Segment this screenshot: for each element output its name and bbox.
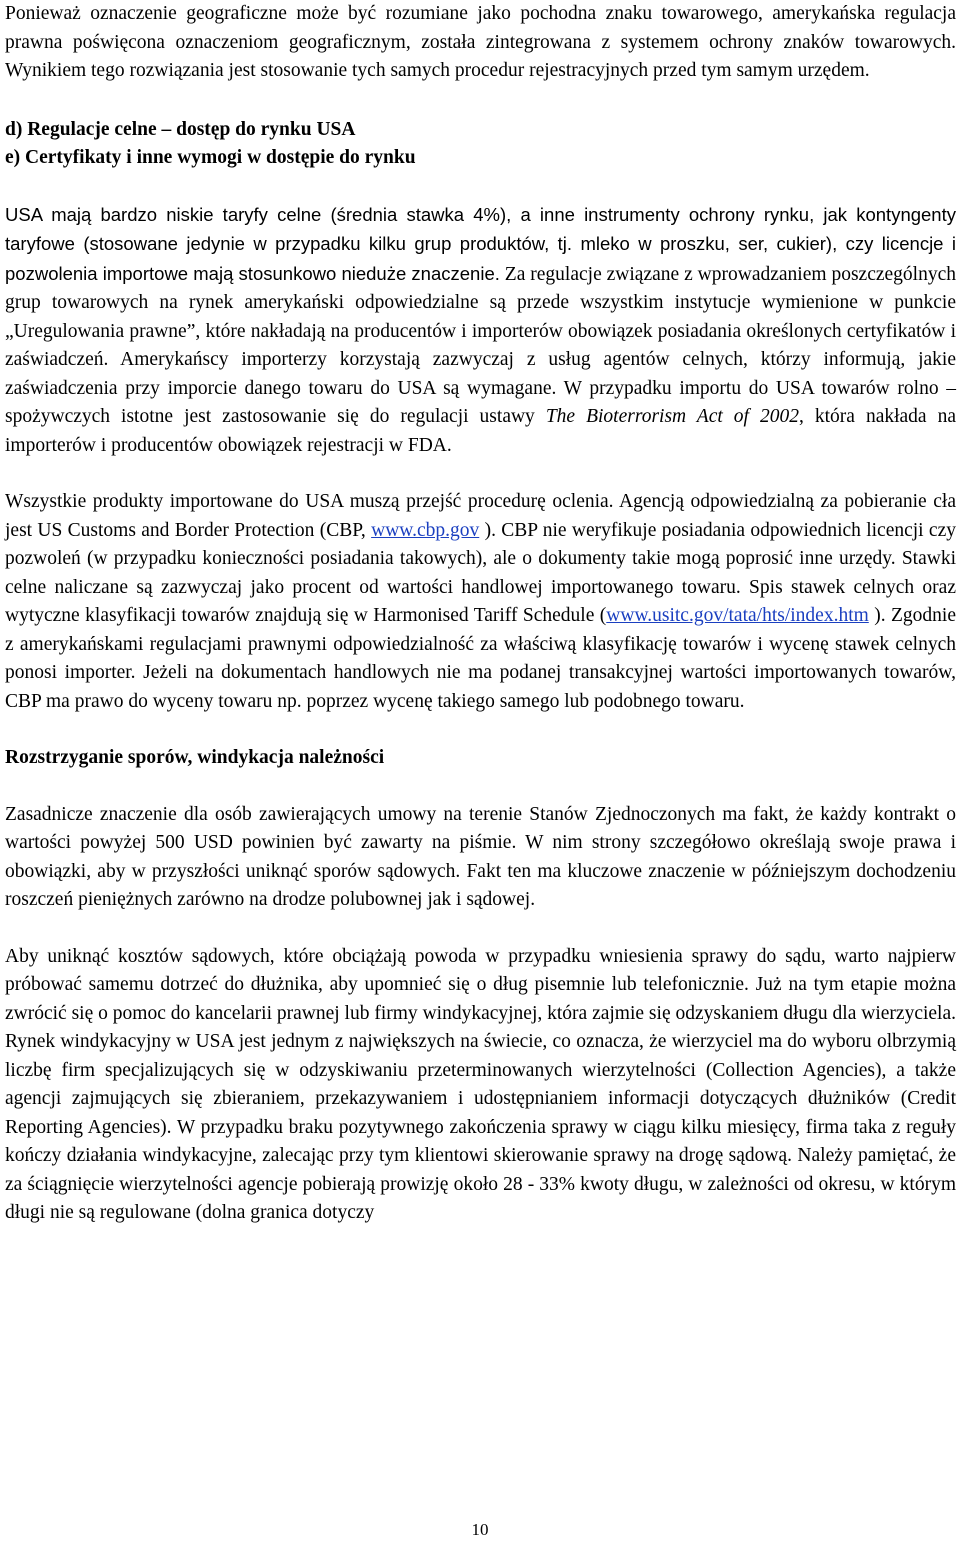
heading-disputes: Rozstrzyganie sporów, windykacja należności [5, 747, 385, 768]
paragraph-customs-intro: Wszystkie produkty importowane do USA muszą przejść procedurę oclenia. Agencją odpowiedzialną za pobieranie cła jest US Customs and Border Protection (CBP, [5, 491, 956, 541]
paragraph-tariffs-end: , która nakłada na importerów i producentów obowiązek rejestracji w FDA. [5, 406, 956, 456]
paragraph-customs-end: ). Zgodnie z amerykańskami regulacjami prawnymi odpowiedzialność za właściwą klasyfikację towarów i wycenę stawek celnych ponosi importer. Jeżeli na dokumentach handlowych nie ma podanej transakcyjnej wartości importowanych towarów, CBP ma prawo do wyceny towaru np. poprzez wycenę takiego samego lub podobnego towaru. [5, 605, 956, 712]
paragraph-geographic-indications: Ponieważ oznaczenie geograficzne może być rozumiane jako pochodna znaku towarowego, amerykańska regulacja prawna poświęcona oznaczeniom geograficznym, została zintegrowana z systemem ochrony znaków towarowych. Wynikiem tego rozwiązania jest stosowanie tych samych procedur rejestracyjnych przed tym samym urzędem. [5, 3, 956, 81]
page-number: 10 [471, 1520, 489, 1539]
section-headings [5, 116, 956, 173]
heading-customs: d) Regulacje celne – dostęp do rynku USA [5, 118, 356, 140]
paragraph-tariffs [5, 201, 956, 461]
paragraph-contracts: Zasadnicze znaczenie dla osób zawierających umowy na terenie Stanów Zjednoczonych ma fakt, że każdy kontrakt o wartości powyżej 500 USD powinien być zawarty na piśmie. W nim strony szczegółowo określają swoje prawa i obowiązki, aby w przyszłości uniknąć sporów sądowych. Fakt ten ma kluczowe znaczenie w późniejszym dochodzeniu roszczeń pieniężnych zarówno na drodze polubownej jak i sądowej. [5, 803, 956, 910]
paragraph-debt-collection: Aby uniknąć kosztów sądowych, które obciążają powoda w przypadku wniesienia sprawy do sądu, warto najpierw próbować samemu dotrzeć do dłużnika, aby upomnieć się o dług pisemnie lub telefonicznie. Już na tym etapie można zwrócić się o pomoc do kancelarii prawnej lub firmy windykacyjnej, która zajmie się odzyskaniem długu dla wierzyciela. Rynek windykacyjny w USA jest jednym z największych na świecie, co oznacza, że wierzyciel ma do wyboru olbrzymią liczbę firm specjalizujących się w odzyskiwaniu przeterminowanych wierzytelności (Collection Agencies), a także agencji zajmujących się zbieraniem, przekazywaniem i udostępnianiem informacji dotyczących dłużników (Credit Reporting Agencies). W przypadku braku pozytywnego zakończenia sprawy w ciągu kilku miesięcy, firma taka z reguły kończy działania windykacyjne, zalecając przy tym klientowi skierowanie sprawy na drogę sądową. Należy pamiętać, że za ściągnięcie wierzytelności agencje pobierają prowizję około 28 - 33% kwoty długu, w zależności od okresu, w którym długi nie są regulowane (dolna granica dotyczy [5, 945, 956, 1223]
paragraph-customs-clearance [5, 488, 956, 716]
paragraph-tariffs-intro: USA mają bardzo niskie taryfy celne (średnia stawka 4%), a inne instrumenty ochrony rynku, jak kontyngenty taryfowe (stosowane jedynie w przypadku kilku grup produktów, tj. mleko w proszku, ser, cukier), czy licencje i pozwolenia importowe mają stosunkowo nieduże znaczenie. [5, 203, 956, 284]
cbp-link[interactable]: www.cbp.gov [371, 519, 480, 541]
document-page [5, 0, 956, 1228]
bioterrorism-act-title: The Bioterrorism Act of 2002 [545, 406, 799, 427]
paragraph-tariffs-body: Za regulacje związane z wprowadzaniem poszczególnych grup towarowych na rynek amerykański odpowiedzialne są przede wszystkim instytucje wymienione w punkcie „Uregulowania prawne”, które nakładają na producentów i importerów obowiązek posiadania określonych certyfikatów i zaświadczeń. Amerykańscy importerzy korzystają zazwyczaj z usług agentów celnych, którzy informują, jakie zaświadczenia przy imporcie danego towaru do USA są wymagane. W przypadku importu do USA towarów rolno – spożywczych istotne jest zastosowanie się do regulacji ustawy [5, 263, 956, 427]
usitc-link[interactable]: www.usitc.gov/tata/hts/index.htm [606, 605, 869, 626]
heading-certificates: e) Certyfikaty i inne wymogi w dostępie do rynku [5, 147, 416, 168]
paragraph-customs-body: ). CBP nie weryfikuje posiadania odpowiednich licencji czy pozwoleń (w przypadku konieczności posiadania takowych), ale o dokumenty takie mogą poprosić inne urzędy. Stawki celne naliczane są zazwyczaj jako procent od wartości handlowej importowanego towaru. Spis stawek celnych oraz wytyczne klasyfikacji towarów znajdują się w Harmonised Tariff Schedule ( [5, 519, 956, 626]
